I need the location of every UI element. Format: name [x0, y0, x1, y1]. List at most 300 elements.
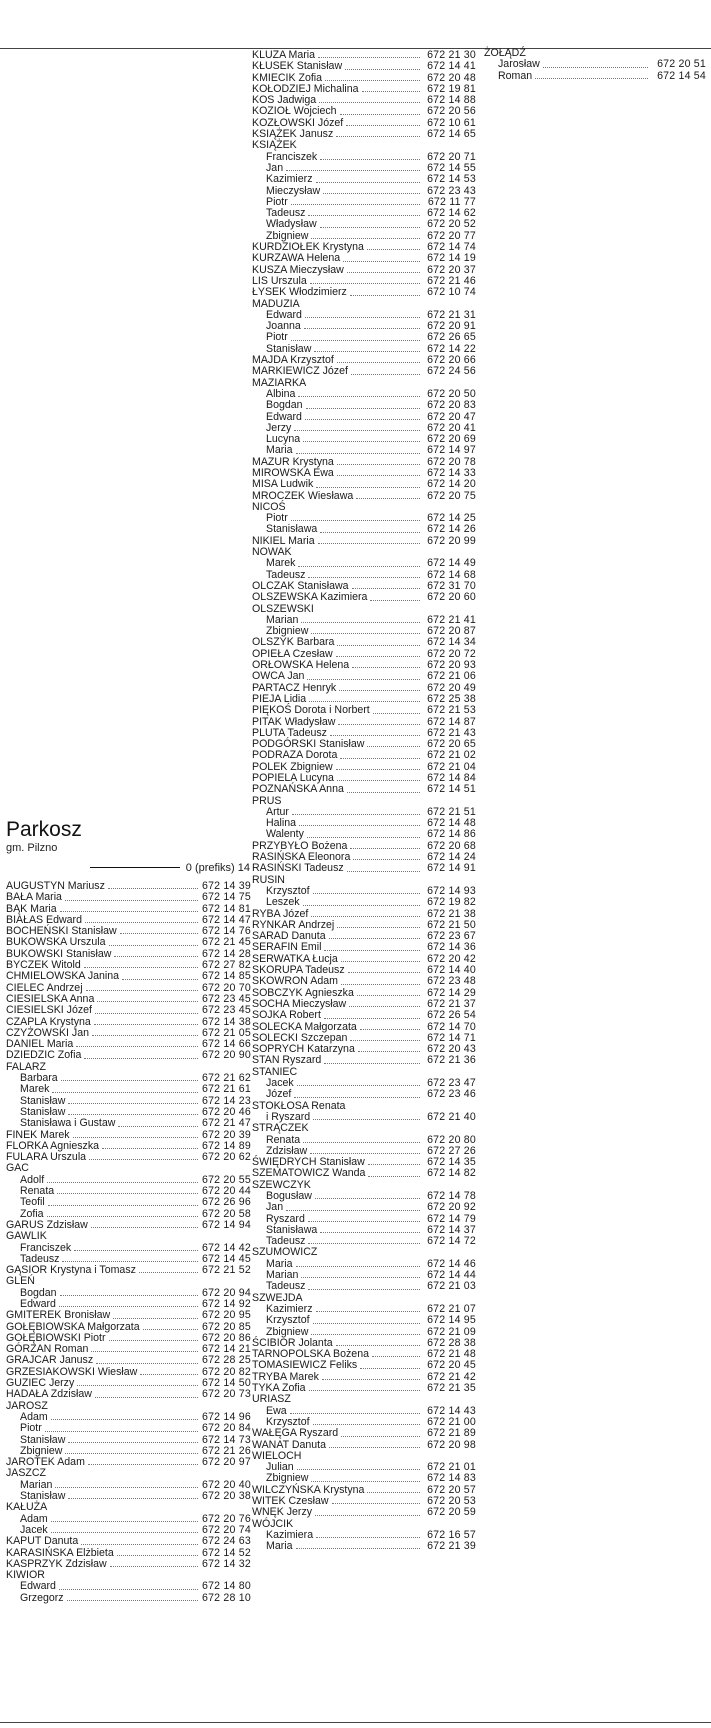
phone-number: 672 16 57 — [427, 1528, 476, 1541]
entry-name: KAPUT Danuta — [6, 1535, 79, 1548]
directory-entry — [252, 479, 476, 490]
entry-name: SZEMATOWICZ Wanda — [252, 1167, 366, 1180]
entry-name: FLORKA Agnieszka — [6, 1139, 100, 1152]
entry-name: GUZIEC Jerzy — [6, 1377, 75, 1390]
directory-entry — [6, 1536, 250, 1547]
entry-name: SKOWRON Adam — [252, 975, 338, 988]
phone-number: 672 14 23 — [202, 1094, 251, 1107]
entry-name: Edward — [266, 410, 302, 423]
dot-leader — [59, 1589, 198, 1590]
dot-leader — [296, 1266, 421, 1267]
phone-number: 672 14 82 — [427, 1167, 476, 1180]
entry-name: STRĄCZEK — [252, 1122, 309, 1135]
phone-number: 672 14 87 — [427, 715, 476, 728]
phone-number: 672 14 78 — [427, 1189, 476, 1202]
prefix-label: 0 (prefiks) 14 — [185, 861, 250, 874]
dot-leader — [358, 1051, 420, 1052]
entry-name: CIELEC Andrzej — [6, 981, 83, 994]
entry-name: Stanisław — [20, 1490, 66, 1503]
entry-name: ŁYSEK Włodzimierz — [252, 286, 347, 299]
entry-name: PRZYBYŁO Bożena — [252, 839, 348, 852]
phone-number: 672 21 06 — [427, 670, 476, 683]
dot-leader — [341, 961, 420, 962]
entry-name: SOPRYCH Katarzyna — [252, 1043, 355, 1056]
phone-number: 672 14 45 — [202, 1252, 251, 1265]
entry-name: Stanisława — [266, 1223, 318, 1236]
entry-name: KOŁODZIEJ Michalina — [252, 82, 359, 95]
directory-entry — [252, 445, 476, 456]
phone-number: 672 20 57 — [427, 1483, 476, 1496]
entry-name: SOBCZYK Agnieszka — [252, 986, 354, 999]
dot-leader — [95, 1397, 198, 1398]
phone-number: 672 14 46 — [427, 1257, 476, 1270]
directory-entry — [252, 897, 476, 908]
entry-name: TARNOPOLSKA Bożena — [252, 1348, 369, 1361]
directory-entry — [6, 1423, 250, 1434]
entry-name: STOKŁOSA Renata — [252, 1099, 346, 1112]
dot-leader — [114, 956, 198, 957]
prefix-rule — [90, 867, 180, 868]
phone-number: 672 21 40 — [427, 1110, 476, 1123]
entry-name: Ewa — [266, 1404, 287, 1417]
dot-leader — [48, 1205, 198, 1206]
dot-leader — [304, 328, 420, 329]
dot-leader — [370, 600, 420, 601]
entry-name: Marek — [20, 1083, 50, 1096]
phone-number: 672 14 91 — [427, 862, 476, 875]
dot-leader — [290, 1413, 420, 1414]
dot-leader — [89, 1159, 198, 1160]
dot-leader — [303, 441, 420, 442]
dot-leader — [332, 1503, 420, 1504]
dot-leader — [97, 1001, 198, 1002]
phone-number: 672 20 99 — [427, 534, 476, 547]
entry-name: DANIEL Maria — [6, 1038, 74, 1051]
phone-number: 672 20 51 — [657, 58, 706, 71]
dot-leader — [91, 1227, 198, 1228]
dot-leader — [324, 1063, 420, 1064]
dot-leader — [338, 724, 420, 725]
phone-number: 672 23 48 — [427, 975, 476, 988]
entry-name: BUKOWSKI Stanisław — [6, 947, 112, 960]
phone-number: 672 20 56 — [427, 105, 476, 118]
phone-number: 672 20 45 — [427, 1359, 476, 1372]
entry-name: RASIŃSKA Eleonora — [252, 851, 351, 864]
entry-name: SZEWCZYK — [252, 1178, 311, 1191]
dot-leader — [308, 215, 420, 216]
phone-number: 672 20 38 — [202, 1490, 251, 1503]
entry-name: Marian — [266, 1269, 299, 1282]
directory-entry — [6, 1152, 250, 1163]
directory-entry — [252, 784, 476, 795]
dot-leader — [372, 1356, 420, 1357]
entry-name: LIS Urszula — [252, 274, 307, 287]
phone-number: 672 14 93 — [427, 884, 476, 897]
dot-leader — [140, 1374, 198, 1375]
dot-leader — [305, 419, 420, 420]
dot-leader — [296, 453, 421, 454]
entry-name: NOWAK — [252, 546, 292, 559]
directory-entry — [252, 253, 476, 264]
entry-name: OLSZEWSKA Kazimiera — [252, 591, 368, 604]
entry-name: CZAPLA Krystyna — [6, 1015, 91, 1028]
directory-entry — [6, 1084, 250, 1095]
phone-number: 672 20 87 — [427, 625, 476, 638]
dot-leader — [291, 204, 420, 205]
entry-name: Edward — [266, 308, 302, 321]
entry-name: WILCZYŃSKA Krystyna — [252, 1483, 365, 1496]
dot-leader — [108, 888, 198, 889]
town-header — [6, 818, 250, 874]
entry-name: KURZAWA Helena — [252, 252, 341, 265]
entry-name: Kazimierz — [266, 173, 313, 186]
entry-name: CHMIELOWSKA Janina — [6, 970, 120, 983]
phone-number: 672 20 80 — [427, 1133, 476, 1146]
entry-name: Stanisława i Gustaw — [20, 1117, 116, 1130]
entry-name: KAŁUŻA — [6, 1501, 48, 1514]
entry-name: GMITEREK Bronisław — [6, 1309, 111, 1322]
entry-name: Stanisław — [20, 1094, 66, 1107]
entry-name: JAROSZ — [6, 1399, 48, 1412]
phone-number: 672 19 81 — [427, 82, 476, 95]
entry-name: OLCZAK Stanisława — [252, 579, 349, 592]
dot-leader — [62, 1261, 198, 1262]
dot-leader — [311, 1481, 420, 1482]
directory-entry — [252, 174, 476, 185]
surname-group-header — [6, 1276, 250, 1287]
phone-number: 672 14 53 — [427, 173, 476, 186]
dot-leader — [311, 633, 420, 634]
entry-name: Zofia — [20, 1207, 44, 1220]
directory-entry — [252, 1315, 476, 1326]
entry-name: WAŁĘGA Ryszard — [252, 1427, 339, 1440]
entry-name: PITAK Władysław — [252, 715, 336, 728]
dot-leader — [298, 566, 420, 567]
directory-entry — [252, 1089, 476, 1100]
directory-entry — [252, 287, 476, 298]
entry-name: Franciszek — [266, 150, 318, 163]
entry-name: POLEK Zbigniew — [252, 760, 333, 773]
entry-name: Zbigniew — [266, 1325, 309, 1338]
dot-leader — [51, 1419, 198, 1420]
entry-name: Bogusław — [266, 1189, 312, 1202]
directory-entry — [252, 592, 476, 603]
phone-number: 672 26 96 — [202, 1196, 251, 1209]
phone-number: 672 21 46 — [427, 274, 476, 287]
phone-number: 672 20 69 — [427, 433, 476, 446]
phone-number: 672 20 65 — [427, 738, 476, 751]
dot-leader — [316, 182, 420, 183]
entry-name: DZIEDZIC Zofia — [6, 1049, 82, 1062]
phone-number: 672 20 84 — [202, 1422, 251, 1435]
dot-leader — [319, 102, 420, 103]
entry-name: GOŁĘBIOWSKA Małgorzata — [6, 1320, 140, 1333]
dot-leader — [77, 1385, 198, 1386]
entry-name: Piotr — [266, 512, 288, 525]
phone-number: 672 20 86 — [202, 1331, 251, 1344]
column-2 — [252, 50, 476, 1552]
dot-leader — [308, 1289, 420, 1290]
dot-leader — [76, 1046, 198, 1047]
directory-entry — [252, 750, 476, 761]
entry-name: OLSZYK Barbara — [252, 636, 335, 649]
directory-entry — [252, 400, 476, 411]
phone-number: 672 14 86 — [427, 828, 476, 841]
phone-number: 672 14 22 — [427, 342, 476, 355]
dot-leader — [68, 1498, 198, 1499]
entry-name: BĄK Maria — [6, 902, 57, 915]
phone-number: 672 14 89 — [202, 1139, 251, 1152]
phone-number: 672 14 28 — [202, 947, 251, 960]
dot-leader — [60, 1295, 198, 1296]
dot-leader — [91, 1351, 198, 1352]
entry-name: Władysław — [266, 218, 317, 231]
dot-leader — [301, 1277, 420, 1278]
dot-leader — [297, 1469, 420, 1470]
phone-number: 672 14 81 — [202, 902, 251, 915]
entry-name: KOS Jadwiga — [252, 94, 317, 107]
directory-entry — [6, 1197, 250, 1208]
phone-number: 672 21 01 — [427, 1461, 476, 1474]
entry-name: Tadeusz — [266, 1280, 306, 1293]
dot-leader — [308, 577, 420, 578]
phone-number: 672 28 10 — [202, 1591, 251, 1604]
phone-number: 672 14 96 — [202, 1410, 251, 1423]
entry-name: ŚCIBIOR Jolanta — [252, 1336, 333, 1349]
dot-leader — [347, 792, 420, 793]
phone-number: 672 14 75 — [202, 891, 251, 904]
directory-entry — [252, 1473, 476, 1484]
phone-number: 672 14 34 — [427, 636, 476, 649]
entry-name: Grzegorz — [20, 1591, 64, 1604]
phone-number: 672 21 02 — [427, 749, 476, 762]
entry-name: Bogdan — [266, 399, 303, 412]
entry-name: Tadeusz — [266, 1235, 306, 1248]
dot-leader — [352, 588, 420, 589]
dot-leader — [84, 967, 198, 968]
phone-number: 672 21 48 — [427, 1348, 476, 1361]
entry-name: MROCZEK Wiesława — [252, 489, 354, 502]
dot-leader — [292, 814, 420, 815]
phone-number: 672 14 26 — [427, 523, 476, 536]
phone-number: 672 21 62 — [202, 1072, 251, 1085]
phone-number: 672 21 41 — [427, 613, 476, 626]
phone-number: 672 21 07 — [427, 1302, 476, 1315]
directory-entry — [252, 863, 476, 874]
dot-leader — [113, 1318, 198, 1319]
entry-name: FALARZ — [6, 1060, 47, 1073]
dot-leader — [94, 1024, 198, 1025]
dot-leader — [47, 1216, 198, 1217]
entry-name: BYCZEK Witold — [6, 959, 81, 972]
dot-leader — [356, 498, 420, 499]
entry-name: Stanisława — [266, 523, 318, 536]
dot-leader — [65, 1453, 198, 1454]
phone-number: 672 26 54 — [427, 1009, 476, 1022]
dot-leader — [346, 125, 420, 126]
phone-number: 672 20 97 — [202, 1456, 251, 1469]
entry-name: OWCA Jan — [252, 670, 305, 683]
dot-leader — [51, 1532, 198, 1533]
directory-entry — [252, 976, 476, 987]
dot-leader — [340, 114, 420, 115]
entry-name: CIESIELSKA Anna — [6, 992, 95, 1005]
dot-leader — [310, 283, 420, 284]
entry-name: HADAŁA Zdzisław — [6, 1388, 92, 1401]
phone-number: 672 14 37 — [427, 1223, 476, 1236]
dot-leader — [309, 1390, 420, 1391]
phone-number: 672 14 33 — [427, 466, 476, 479]
entry-name: Marian — [266, 613, 299, 626]
dot-leader — [324, 1018, 420, 1019]
entry-name: Joanna — [266, 320, 301, 333]
entry-name: SOLECKA Małgorzata — [252, 1020, 357, 1033]
phone-number: 672 20 53 — [427, 1495, 476, 1507]
entry-name: Kazimierz — [266, 1302, 313, 1315]
directory-entry — [252, 558, 476, 569]
phone-number: 672 14 71 — [427, 1031, 476, 1044]
phone-number: 672 20 48 — [427, 71, 476, 84]
entry-name: KMIECIK Zofia — [252, 71, 323, 84]
dot-leader — [67, 1600, 198, 1601]
directory-entry — [252, 1202, 476, 1213]
dot-leader — [95, 1013, 198, 1014]
entry-name: Leszek — [266, 896, 300, 909]
phone-number: 672 20 60 — [427, 591, 476, 604]
dot-leader — [360, 1368, 420, 1369]
phone-number: 672 21 61 — [202, 1083, 251, 1096]
dot-leader — [322, 1379, 420, 1380]
dot-leader — [336, 1345, 420, 1346]
entry-name: Jerzy — [266, 421, 292, 434]
phone-number: 672 14 48 — [427, 817, 476, 830]
dot-leader — [340, 758, 420, 759]
entry-name: SOJKA Robert — [252, 1009, 321, 1022]
dot-leader — [350, 1040, 420, 1041]
phone-number: 672 20 91 — [427, 320, 476, 333]
phone-number: 672 14 62 — [427, 207, 476, 220]
dot-leader — [543, 67, 648, 68]
dot-leader — [81, 1544, 198, 1545]
phone-number: 672 14 72 — [427, 1235, 476, 1248]
dot-leader — [323, 193, 420, 194]
entry-name: KŁUSEK Stanisław — [252, 60, 343, 73]
dot-leader — [329, 1447, 420, 1448]
entry-name: POZNAŃSKA Anna — [252, 783, 344, 796]
entry-name: RUSIN — [252, 873, 285, 886]
entry-name: SERAFIN Emil — [252, 941, 322, 954]
entry-name: Zbigniew — [20, 1444, 63, 1457]
phone-number: 672 20 85 — [202, 1320, 251, 1333]
phone-number: 672 20 50 — [427, 387, 476, 400]
phone-number: 672 21 47 — [202, 1117, 251, 1130]
entry-name: ŻOŁĄDŹ — [484, 47, 526, 59]
dot-leader — [117, 1555, 198, 1556]
phone-number: 672 27 26 — [427, 1144, 476, 1157]
phone-number: 672 23 45 — [202, 1004, 251, 1017]
dot-leader — [320, 532, 420, 533]
dot-leader — [367, 746, 420, 747]
entry-name: PLUTA Tadeusz — [252, 726, 327, 739]
phone-number: 672 23 47 — [427, 1077, 476, 1090]
dot-leader — [336, 136, 420, 137]
dot-leader — [337, 464, 420, 465]
phone-number: 672 21 53 — [427, 704, 476, 717]
entry-name: MADUZIA — [252, 297, 300, 310]
town-title: Parkosz — [6, 818, 82, 841]
entry-name: GAC — [6, 1162, 29, 1175]
phone-number: 672 14 40 — [427, 964, 476, 977]
dot-leader — [109, 1340, 199, 1341]
phone-number: 672 14 43 — [427, 1404, 476, 1417]
phone-number: 672 14 47 — [202, 913, 251, 926]
dot-leader — [341, 984, 420, 985]
phone-number: 672 20 55 — [202, 1173, 251, 1186]
entry-name: MISA Ludwik — [252, 478, 314, 491]
phone-number: 672 21 09 — [427, 1325, 476, 1338]
phone-number: 672 21 51 — [427, 805, 476, 818]
entry-name: WIELOCH — [252, 1449, 302, 1462]
phone-number: 672 14 94 — [202, 1218, 251, 1231]
entry-name: Franciszek — [20, 1241, 72, 1254]
phone-number: 672 14 21 — [202, 1343, 251, 1356]
surname-group-header — [6, 1502, 250, 1513]
phone-number: 672 14 35 — [427, 1156, 476, 1169]
directory-entry — [252, 1507, 476, 1518]
dot-leader — [52, 1092, 198, 1093]
entry-name: Bogdan — [20, 1286, 57, 1299]
phone-number: 672 10 74 — [427, 286, 476, 299]
dot-leader — [55, 1487, 198, 1488]
entry-name: Marian — [20, 1478, 53, 1491]
dot-leader — [118, 1126, 198, 1127]
phone-number: 672 20 52 — [427, 218, 476, 231]
entry-name: GLEŃ — [6, 1275, 35, 1288]
entry-name: WITEK Czesław — [252, 1495, 329, 1507]
phone-number: 672 11 77 — [427, 195, 476, 208]
entry-name: BOCHEŃSKI Stanisław — [6, 925, 117, 938]
phone-number: 672 21 31 — [427, 308, 476, 321]
phone-number: 672 21 45 — [202, 936, 251, 949]
phone-number: 672 20 98 — [427, 1438, 476, 1451]
phone-number: 672 14 66 — [202, 1038, 251, 1051]
dot-leader — [92, 1035, 198, 1036]
entry-name: Zbigniew — [266, 229, 309, 242]
phone-number: 672 27 82 — [202, 959, 251, 972]
phone-number: 672 24 56 — [427, 365, 476, 378]
phone-number: 672 14 92 — [202, 1297, 251, 1310]
phone-number: 672 14 50 — [202, 1377, 251, 1390]
dot-leader — [315, 1198, 420, 1199]
phone-number: 672 14 49 — [427, 557, 476, 570]
entry-name: BUKOWSKA Urszula — [6, 936, 106, 949]
dot-leader — [313, 1323, 420, 1324]
dot-leader — [286, 170, 420, 171]
dot-leader — [336, 656, 420, 657]
entry-name: GRZESIAKOWSKI Wiesław — [6, 1365, 138, 1378]
dot-leader — [367, 1492, 420, 1493]
directory-entry — [484, 59, 706, 70]
entry-name: Roman — [498, 69, 533, 82]
phone-number: 672 20 82 — [202, 1365, 251, 1378]
entry-name: Jan — [266, 1201, 284, 1214]
dot-leader — [339, 690, 420, 691]
entry-name: PRUS — [252, 794, 282, 807]
entry-name: AUGUSTYN Mariusz — [6, 880, 105, 892]
dot-leader — [303, 905, 420, 906]
entry-name: KOZŁOWSKI Józef — [252, 116, 344, 129]
entry-name: Jan — [266, 161, 284, 174]
